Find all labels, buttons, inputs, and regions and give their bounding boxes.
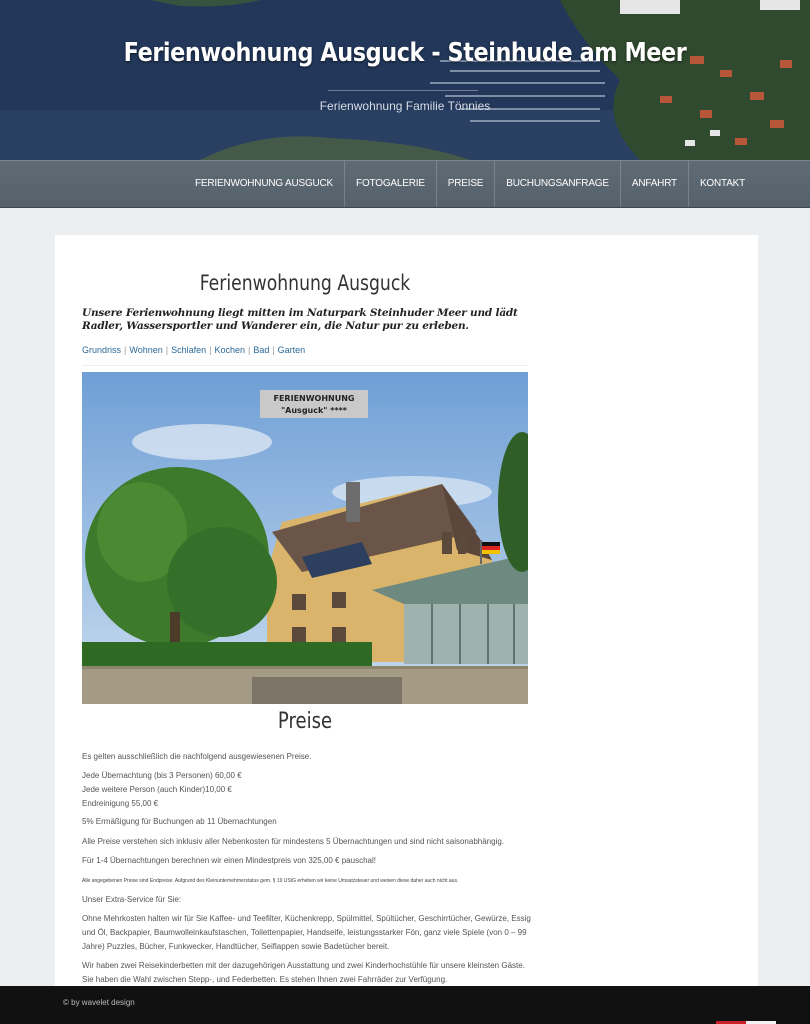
price-list	[82, 769, 532, 811]
prices-heading: Preise	[277, 709, 333, 734]
photo-sign-line-1: FERIENWOHNUNG	[273, 394, 355, 403]
separator: |	[165, 345, 169, 355]
price-extra-person: Jede weitere Person (auch Kinder)10,00 €	[82, 785, 232, 794]
nav-item-buchungsanfrage[interactable]: BUCHUNGSANFRAGE	[494, 161, 620, 207]
link-grundriss[interactable]: Grundriss	[82, 345, 122, 355]
photo-sign-line-2: "Ausguck" ****	[281, 406, 347, 415]
separator: |	[247, 345, 251, 355]
link-bad[interactable]: Bad	[253, 345, 270, 355]
included-costs-text: Alle Preise verstehen sich inklusiv aller Nebenkosten für mindestens 5 Übernachtungen und sind nicht saisonabhängig.	[82, 837, 505, 846]
nav-item-fotogalerie[interactable]: FOTOGALERIE	[344, 161, 436, 207]
header-background-image	[0, 0, 810, 160]
price-overnight: Jede Übernachtung (bis 3 Personen) 60,00 €	[82, 771, 242, 780]
footer	[0, 986, 810, 1024]
discount-text: 5% Ermäßigung für Buchungen ab 11 Übernachtungen	[82, 817, 277, 826]
children-text: Wir haben zwei Reisekinderbetten mit der dazugehörigen Ausstattung und zwei Kinderhochstühle für unsere kleinsten Gäste. Sie haben die Wahl zwischen Stepp-, und Federbetten. Es stehen Ihnen zwei Fahrräder zur Verfügung.	[82, 961, 525, 984]
separator: |	[124, 345, 127, 355]
tax-note: Alle angegebenen Preise sind Endpreise. Aufgrund des Kleinunternehmerstatus gem. § 19 UStG erheben wir keine Umsatzsteuer und weisen diese daher auch nicht aus.	[82, 878, 459, 884]
nav-item-anfahrt[interactable]: ANFAHRT	[620, 161, 688, 207]
separator: |	[272, 345, 275, 355]
prices-intro: Es gelten ausschließlich die nachfolgend ausgewiesenen Preise.	[82, 752, 312, 761]
header-banner	[0, 0, 810, 160]
room-links	[82, 345, 528, 366]
minimum-price-text: Für 1-4 Übernachtungen berechnen wir einen Mindestpreis von 325,00 € pauschal!	[82, 856, 376, 865]
footer-credit[interactable]: © by wavelet design	[63, 998, 135, 1007]
page-title: Ferienwohnung Ausguck	[199, 271, 411, 295]
extra-service-text: Ohne Mehrkosten halten wir für Sie Kaffee- und Teefilter, Küchenkrepp, Spülmittel, Spültücher, Geschirrtücher, Gewürze, Essig und Öl, Backpapier, Baumwolleinkaufstaschen, Toilettenpapier, Handseife, leistungsstarker Fön, ganz viele Spiele (von 0 – 99 Jahre) Puzzles, Bücher, Funkwecker, Handtücher, Seiflappen sowie Badetücher bereit.	[82, 914, 531, 951]
nav-item-preise[interactable]: PREISE	[436, 161, 494, 207]
link-schlafen[interactable]: Schlafen	[171, 345, 207, 355]
link-garten[interactable]: Garten	[277, 345, 306, 355]
site-title[interactable]: Ferienwohnung Ausguck - Steinhude am Meer	[123, 38, 687, 68]
link-wohnen[interactable]: Wohnen	[129, 345, 163, 355]
separator: |	[209, 345, 212, 355]
nav-item-ferienwohnung-ausguck[interactable]: FERIENWOHNUNG AUSGUCK	[195, 178, 334, 189]
intro-text: Unsere Ferienwohnung liegt mitten im Naturpark Steinhuder Meer und lädt Radler, Wassersportler und Wanderer ein, die Natur pur zu erleben.	[82, 307, 518, 332]
link-kochen[interactable]: Kochen	[214, 345, 245, 355]
nav-item-kontakt[interactable]: KONTAKT	[688, 161, 756, 207]
content-card	[55, 235, 758, 1005]
extra-service-title: Unser Extra-Service für Sie:	[82, 895, 182, 904]
price-cleaning: Endreinigung 55,00 €	[82, 799, 159, 808]
site-tagline: Ferienwohnung Familie Tönnies	[319, 99, 491, 113]
tagline-divider	[328, 90, 478, 91]
main-navigation	[0, 160, 810, 208]
nav-menu	[184, 161, 756, 207]
house-photo	[82, 372, 528, 704]
